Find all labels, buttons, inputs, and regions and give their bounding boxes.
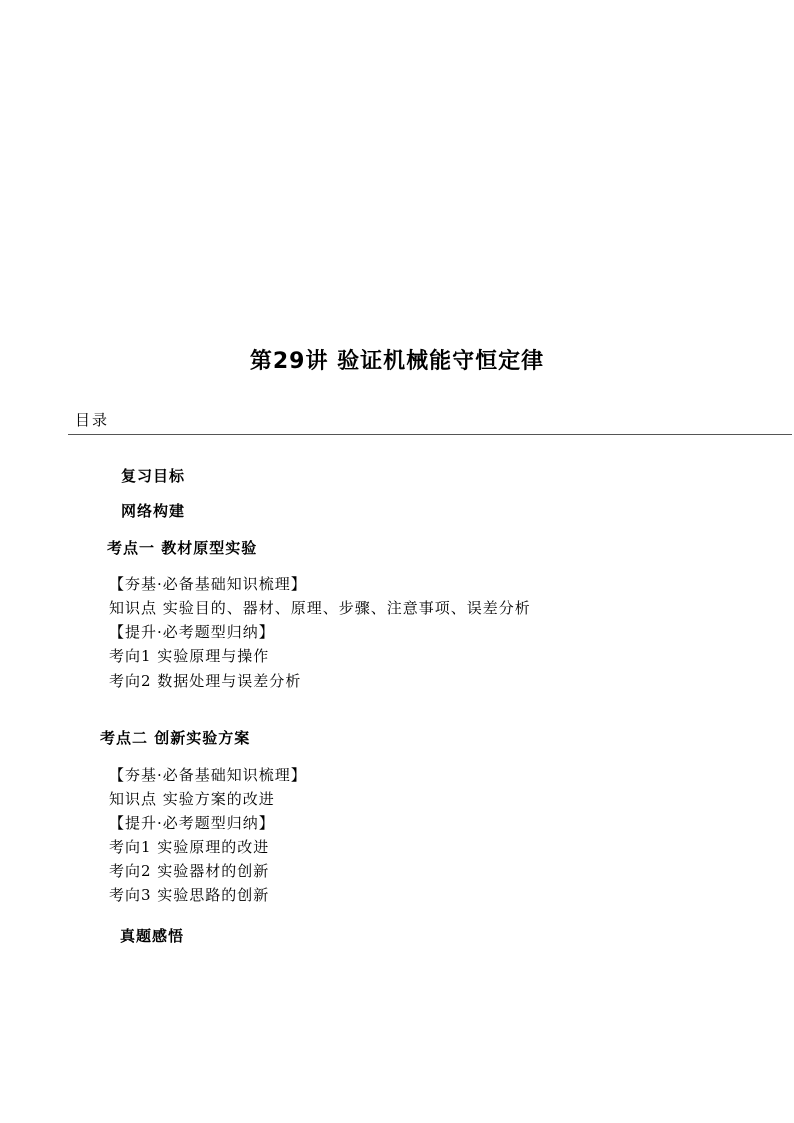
toc-section1-item: 考向1 实验原理与操作: [109, 647, 270, 665]
toc-divider: [68, 434, 792, 435]
toc-section2-item: 【夯基·必备基础知识梳理】: [109, 766, 307, 784]
toc-section2-item: 知识点 实验方案的改进: [109, 790, 275, 808]
toc-real-questions: 真题感悟: [120, 927, 185, 945]
toc-section2-item: 考向3 实验思路的创新: [109, 886, 270, 904]
toc-section2-heading: 考点二 创新实验方案: [100, 729, 251, 747]
toc-network: 网络构建: [121, 502, 186, 520]
toc-review-goals: 复习目标: [121, 467, 186, 485]
toc-section2-item: 考向2 实验器材的创新: [109, 862, 270, 880]
toc-section2-item: 【提升·必考题型归纳】: [109, 814, 275, 832]
toc-section1-item: 【夯基·必备基础知识梳理】: [109, 575, 307, 593]
toc-section1-item: 【提升·必考题型归纳】: [109, 623, 275, 641]
toc-section1-item: 知识点 实验目的、器材、原理、步骤、注意事项、误差分析: [109, 599, 531, 617]
toc-section1-heading: 考点一 教材原型实验: [107, 539, 258, 557]
toc-label: 目录: [75, 411, 110, 429]
toc-section1-item: 考向2 数据处理与误差分析: [109, 672, 302, 690]
page-title: 第29讲 验证机械能守恒定律: [249, 349, 545, 374]
toc-section2-item: 考向1 实验原理的改进: [109, 838, 270, 856]
